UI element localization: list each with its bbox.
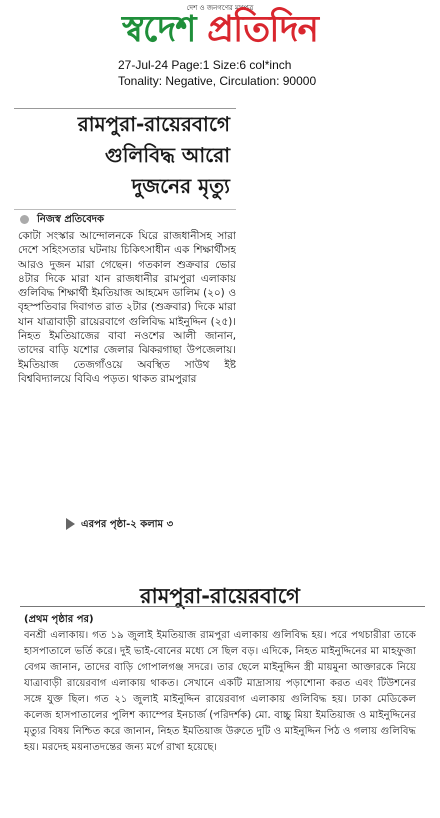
article-body: কোটা সংস্কার আন্দোলনকে ঘিরে রাজধানীসহ সারা দেশে সহিংসতার ঘটনায় চিকিৎসাধীন এক শিক্ষার্থীসহ আরও দুজন মারা গেছেন। গতকাল শুক্রবার ভোর ৪টার দিকে মারা যান রাজধানীর রামপুরা এলাকায় গুলিবিদ্ধ শিক্ষার্থী ইমতিয়াজ আহমেদ ডালিম (২০) ও বৃহস্পতিবার দিবাগত রাত ২টার (শুক্রবার) দিকে মারা যান যাত্রাবাড়ী রায়েরবাগে গুলিবিদ্ধ মাইনুদ্দিন (২৫)। নিহত ইমতিয়াজের বাবা নওশের আলী জানান, তাদের বাড়ি যশোর জেলার ঝিকরগাছা উপজেলায়। ইমতিয়াজ তেজগাঁওয়ে অবস্থিত সাউথ ইষ্ট বিশ্ববিদ্যালয়ে বিবিএ পড়ত। থাকত রামপুরার <box>18 230 236 385</box>
jump-label: (প্রথম পৃষ্ঠার পর) <box>24 614 94 625</box>
logo-word-1: স্বদেশ <box>121 9 196 50</box>
byline <box>20 212 104 229</box>
newspaper-logo <box>0 8 440 52</box>
byline-text: নিজস্ব প্রতিবেদক <box>37 214 105 225</box>
masthead-tagline: দেশ ও জনগণের মুখপত্র <box>186 4 254 12</box>
headline-line-2: গুলিবিদ্ধ আরো <box>104 143 230 167</box>
clip-meta-date-page: 27-Jul-24 Page:1 Size:6 col*inch <box>118 58 292 72</box>
article-headline <box>14 108 236 210</box>
jump-body: বনশ্রী এলাকায়। গত ১৯ জুলাই ইমতিয়াজ রামপুরা এলাকায় গুলিবিদ্ধ হয়। পরে পথচারীরা তাকে হাসপাতালে ভর্তি করে। দুই ভাই-বোনের মধ্যে সে ছিল বড়। এদিকে, নিহত মাইনুদ্দিনের মা মাহফুজা বেগম জানান, তাদের বাড়ি গোপালগঞ্জ সদরে। তার ছেলে মাইনুদ্দিন স্ত্রী মায়মুনা আক্তারকে নিয়ে যাত্রাবাড়ী রায়েরবাগ এলাকায় থাকত। সেখানে একটি মাদ্রাসায় পড়াশোনা করত এবং টিউশনের সঙ্গে যুক্ত ছিল। গত ২১ জুলাই মাইনুদ্দিন রায়েরবাগ এলাকায় গুলিবিদ্ধ হয়। ঢাকা মেডিকেল কলেজ হাসপাতালের পুলিশ ক্যাম্পের ইনচার্জ (পরিদর্শক) মো. বাচ্চু মিয়া ইমতিয়াজ ও মাইনুদ্দিনের মৃত্যুর বিষয় নিশ্চিত করে জানান, নিহত ইমতিয়াজ উরুতে দুটি ও মাইনুদ্দিন পিঠ ও গলায় গুলিবিদ্ধ হয়। মরদেহ ময়নাতদন্তের জন্য মর্গে রাখা হয়েছে। <box>24 630 416 753</box>
logo-word-2: প্রতিদিন <box>207 9 319 50</box>
play-triangle-icon <box>66 518 75 530</box>
bullet-icon <box>20 215 29 224</box>
jump-headline: রামপুরা-রায়েরবাগে <box>140 584 300 608</box>
clip-meta-tonality: Tonality: Negative, Circulation: 90000 <box>118 74 317 88</box>
jump-divider <box>20 606 425 607</box>
continued-marker <box>66 517 173 534</box>
headline-line-1: রামপুরা-রায়েরবাগে <box>77 112 230 136</box>
newspaper-masthead <box>0 0 440 56</box>
continued-text: এরপর পৃষ্ঠা-২ কলাম ৩ <box>81 519 174 530</box>
headline-line-3: দুজনের মৃত্যু <box>131 174 230 198</box>
